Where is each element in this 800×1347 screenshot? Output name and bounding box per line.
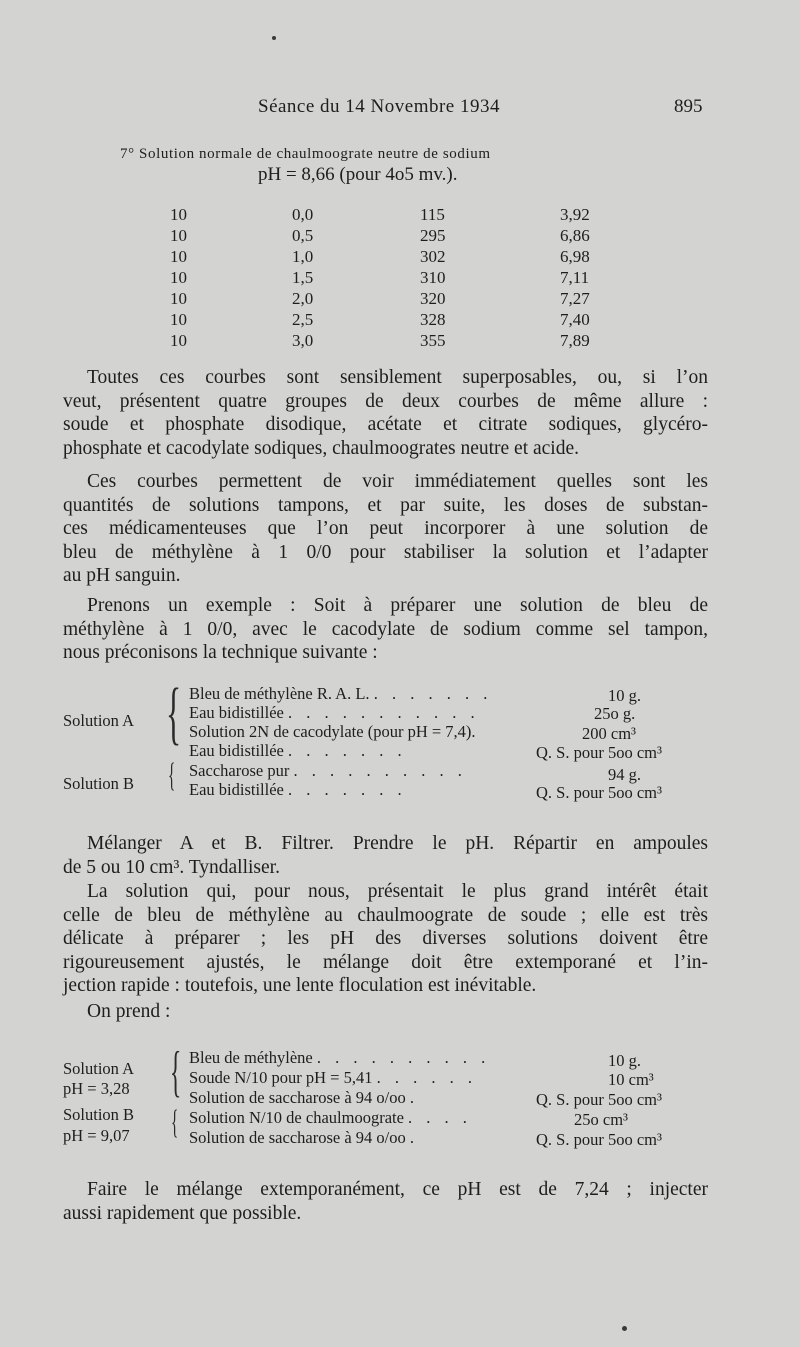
quantity: 10 g.: [608, 1051, 641, 1070]
table-cell: 10: [170, 310, 187, 329]
quantity: Q. S. pour 5oo cm³: [536, 783, 662, 802]
table-cell: 115: [420, 205, 445, 224]
table-row: [170, 246, 620, 267]
solution-a-ph: pH = 3,28: [63, 1079, 130, 1098]
paper-speck: [622, 1326, 627, 1331]
table-cell: 10: [170, 205, 187, 224]
table-cell: 1,5: [292, 268, 314, 287]
section-subtitle: pH = 8,66 (pour 4o5 mv.).: [258, 164, 458, 185]
page-number: 895: [674, 96, 703, 117]
text-line: ces médicamenteuses que l’on peut incorporer à une solution de: [63, 518, 708, 540]
quantity: 10 cm³: [608, 1070, 654, 1089]
text-line: phosphate et cacodylate sodiques, chaulmoogrates neutre et acide.: [63, 437, 580, 459]
ingredient: Eau bidistillée . . . . . . .: [189, 741, 407, 760]
table-cell: 7,40: [560, 310, 590, 329]
quantity: 94 g.: [608, 765, 641, 784]
table-cell: 295: [420, 226, 446, 245]
table-cell: 1,0: [292, 247, 314, 266]
ingredient: Eau bidistillée . . . . . . . . . . .: [189, 703, 480, 722]
table-cell: 7,27: [560, 289, 590, 308]
table-cell: 10: [170, 289, 187, 308]
table-cell: 10: [170, 226, 187, 245]
section-title: 7° Solution normale de chaulmoograte neutre de sodium: [120, 146, 491, 162]
table-cell: 6,86: [560, 226, 590, 245]
solution-a-label: Solution A: [63, 1059, 135, 1078]
solution-a-label: Solution A: [63, 711, 135, 730]
paper-speck: [272, 36, 276, 40]
table-cell: 10: [170, 247, 187, 266]
table-row: [170, 288, 620, 309]
formula-block-1: [0, 675, 800, 810]
table-cell: 7,89: [560, 331, 590, 350]
running-header: [0, 96, 800, 120]
table-cell: 320: [420, 289, 446, 308]
ingredient: Solution 2N de cacodylate (pour pH = 7,4).: [189, 722, 476, 741]
quantity: Q. S. pour 5oo cm³: [536, 1130, 662, 1149]
paragraph-7: [63, 1178, 708, 1225]
quantity: 25o cm³: [574, 1110, 628, 1129]
table-cell: 0,5: [292, 226, 314, 245]
solution-b-label: Solution B: [63, 1105, 135, 1124]
text-line: soude et phosphate disodique, acétate et citrate sodiques, glycéro-: [63, 414, 708, 436]
table-cell: 3,92: [560, 205, 590, 224]
table-cell: 302: [420, 247, 446, 266]
ingredient: Saccharose pur . . . . . . . . . .: [189, 761, 467, 780]
table-cell: 328: [420, 310, 446, 329]
text-line: La solution qui, pour nous, présentait le plus grand intérêt était: [87, 881, 708, 902]
ingredient: Solution N/10 de chaulmoograte . . . .: [189, 1108, 472, 1127]
ph-table: [170, 204, 620, 351]
paragraph-4: [63, 832, 708, 879]
solution-b-label: Solution B: [63, 774, 135, 793]
header-title: Séance du 14 Novembre 1934: [258, 96, 500, 117]
text-line: celle de bleu de méthylène au chaulmoograte de soude ; elle est très: [63, 904, 708, 926]
text-line: Mélanger A et B. Filtrer. Prendre le pH. Répartir en ampoules: [87, 833, 708, 854]
text-line: jection rapide : toutefois, une lente floculation est inévitable.: [63, 975, 537, 997]
brace: {: [170, 1041, 182, 1103]
quantity: 10 g.: [608, 686, 641, 705]
ingredient: Soude N/10 pour pH = 5,41 . . . . . .: [189, 1068, 477, 1087]
ingredient: Solution de saccharose à 94 o/oo .: [189, 1088, 419, 1107]
quantity: Q. S. pour 5oo cm³: [536, 743, 662, 762]
table-cell: 6,98: [560, 247, 590, 266]
text-line: nous préconisons la technique suivante :: [63, 642, 378, 664]
table-row: [170, 309, 620, 330]
text-line: Prenons un exemple : Soit à préparer une solution de bleu de: [87, 595, 708, 616]
table-cell: 7,11: [560, 268, 590, 287]
text-line: aussi rapidement que possible.: [63, 1202, 302, 1224]
text-line: rigoureusement ajustés, le mélange doit être extemporané et l’in-: [63, 951, 708, 973]
table-cell: 355: [420, 331, 446, 350]
paragraph-2: [63, 470, 708, 588]
text-line: Ces courbes permettent de voir immédiatement quelles sont les: [87, 471, 708, 492]
table-row: [170, 267, 620, 288]
solution-b-ph: pH = 9,07: [63, 1126, 130, 1145]
brace: {: [171, 1104, 179, 1141]
brace: {: [166, 675, 182, 752]
paragraph-6: [63, 1000, 708, 1024]
text-line: méthylène à 1 0/0, avec le cacodylate de sodium comme sel tampon,: [63, 618, 708, 640]
formula-block-2: [0, 1041, 800, 1154]
quantity: 200 cm³: [582, 724, 636, 743]
text-line: délicate à préparer ; les pH des diverses solutions doivent être: [63, 928, 708, 950]
ingredient: Bleu de méthylène . . . . . . . . . .: [189, 1048, 491, 1067]
ingredient: Eau bidistillée . . . . . . .: [189, 780, 407, 799]
table-cell: 310: [420, 268, 446, 287]
paragraph-1: [63, 366, 708, 460]
table-cell: 10: [170, 331, 187, 350]
table-row: [170, 225, 620, 246]
table-cell: 2,0: [292, 289, 314, 308]
table-cell: 3,0: [292, 331, 314, 350]
text-line: veut, présentent quatre groupes de deux courbes de même allure :: [63, 390, 708, 412]
quantity: Q. S. pour 5oo cm³: [536, 1090, 662, 1109]
ingredient: Bleu de méthylène R. A. L. . . . . . . .: [189, 684, 493, 703]
table-cell: 0,0: [292, 205, 314, 224]
text-line: de 5 ou 10 cm³. Tyndalliser.: [63, 856, 280, 878]
ingredient: Solution de saccharose à 94 o/oo .: [189, 1128, 419, 1147]
text-line: bleu de méthylène à 1 0/0 pour stabiliser la solution et l’adapter: [63, 541, 708, 563]
table-cell: 10: [170, 268, 187, 287]
text-line: Toutes ces courbes sont sensiblement superposables, ou, si l’on: [87, 367, 708, 388]
table-row: [170, 204, 620, 225]
text-line: On prend :: [87, 1001, 171, 1022]
brace: {: [168, 757, 176, 794]
quantity: 25o g.: [594, 704, 636, 723]
table-row: [170, 330, 620, 351]
text-line: Faire le mélange extemporanément, ce pH est de 7,24 ; injecter: [87, 1179, 708, 1200]
text-line: au pH sanguin.: [63, 565, 181, 587]
paragraph-5: [63, 880, 708, 998]
text-line: quantités de solutions tampons, et par suite, les doses de substan-: [63, 494, 708, 516]
table-cell: 2,5: [292, 310, 314, 329]
paragraph-3: [63, 594, 708, 665]
